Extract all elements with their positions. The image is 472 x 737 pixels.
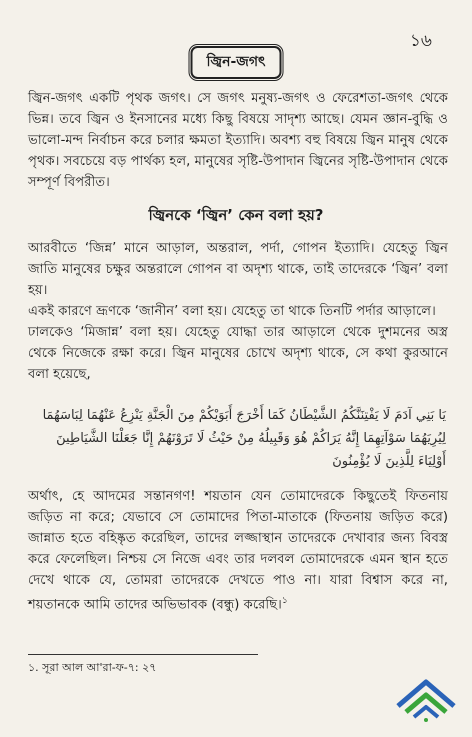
chapter-title: জ্বিন-জগৎ	[191, 46, 282, 79]
publisher-logo-icon	[394, 676, 458, 722]
paragraph-shield: ঢালকেও ‘মিজান্ন’ বলা হয়। যেহেতু যোদ্ধা তার আড়ালে থেকে দুশমনের অস্ত্র থেকে নিজেকে রক্ষা করে। জ্বিন মানুষের চোখে অদৃশ্য থাকে, সে কথা কুরআনে বলা হয়েছে,	[28, 325, 448, 382]
footnote-divider	[28, 654, 258, 655]
intro-paragraph: জ্বিন-জগৎ একটি পৃথক জগৎ। সে জগৎ মনুষ্য-জগৎ ও ফেরেশতা-জগৎ থেকে ভিন্ন। তবে জ্বিন ও ইনসানের মধ্যে কিছু বিষয়ে সাদৃশ্য আছে। যেমন জ্ঞান-বুদ্ধি ও ভালো-মন্দ নির্বাচন করে চলার ক্ষমতা ইত্যাদি। অবশ্য বহু বিষয়ে জ্বিন মানুষ থেকে পৃথক। সবচেয়ে বড় পার্থক্য হল, মানুষের সৃষ্টি-উপাদান জ্বিনের সৃষ্টি-উপাদান থেকে সম্পূর্ণ বিপরীত।	[28, 91, 448, 190]
subheading: জ্বিনকে ‘জ্বিন’ কেন বলা হয়?	[148, 206, 324, 224]
page-number: ১৬	[409, 31, 432, 51]
arabic-line: أَوْلِيَاءَ لِلَّذِينَ لَا يُؤْمِنُونَ	[332, 454, 446, 469]
arabic-line: يَا بَنِي آدَمَ لَا يَفْتِنَنَّكُمُ الشَّيْطَانُ كَمَا أَخْرَجَ أَبَوَيْكُمْ مِنَ الْجَنَّةِ يَنْزِعُ عَنْهُمَا لِبَاسَهُمَا	[42, 408, 446, 423]
translation-paragraph: অর্থাৎ, হে আদমের সন্তানগণ! শয়তান যেন তোমাদেরকে কিছুতেই ফিতনায় জড়িত না করে; যেভাবে সে তোমাদের পিতা-মাতাকে (ফিতনায় জড়িত করে) জান্নাত হতে বহিষ্কৃত করেছিল, তাদের লজ্জাস্থান তাদেরকে দেখাবার জন্য বিবস্ত্র করে ফেলেছিল। নিশ্চয় সে নিজে এবং তার দলবল তোমাদেরকে এমন স্থান হতে দেখে থাকে যে, তোমরা তাদেরকে দেখতে পাও না। যারা বিশ্বাস করে না, শয়তানকে আমি তাদের অভিভাবক (বন্ধু) করেছি।$^১$	[28, 489, 448, 613]
quran-verse	[26, 404, 446, 473]
footnote: ১. সূরা আল আ'রা-ফ-৭: ২৭	[28, 661, 157, 674]
footnote-marker: ১	[281, 596, 288, 606]
paragraph-meaning: আরবীতে ‘জিন্ন’ মানে আড়াল, অন্তরাল, পর্দা, গোপন ইত্যাদি। যেহেতু জ্বিন জাতি মানুষের চক্ষুর অন্তরালে গোপন বা অদৃশ্য থাকে, তাই তাদেরকে ‘জ্বিন’ বলা হয়।	[28, 241, 448, 298]
body-block	[28, 238, 448, 385]
arabic-line: لِيُرِيَهُمَا سَوْآتِهِمَا إِنَّهُ يَرَاكُمْ هُوَ وَقَبِيلُهُ مِنْ حَيْثُ لَا تَرَوْنَهُمْ إِنَّا جَعَلْنَا الشَّيَاطِينَ	[56, 431, 446, 446]
paragraph-embryo: একই কারণে ভ্রূণকে ‘জানীন’ বলা হয়। যেহেতু তা থাকে তিনটি পর্দার আড়ালে।	[28, 304, 436, 319]
